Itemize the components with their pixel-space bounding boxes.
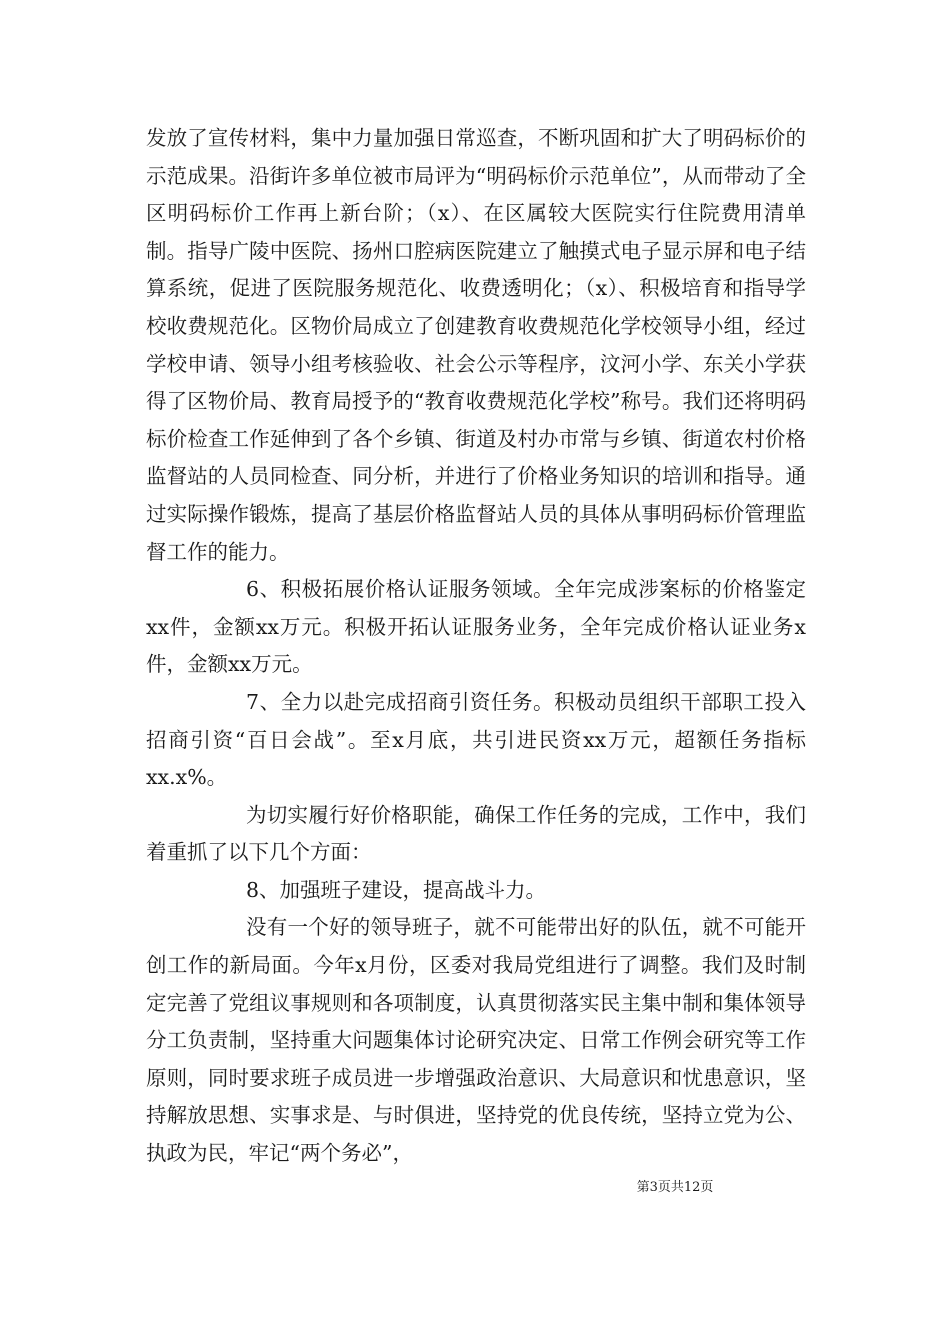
paragraph-intro: 为切实履行好价格职能，确保工作任务的完成，工作中，我们着重抓了以下几个方面： <box>146 802 806 865</box>
page-number-footer: 第3页共12页 <box>636 1180 714 1195</box>
document-body <box>146 120 806 1173</box>
paragraph-item-8-heading: 8、加强班子建设，提高战斗力。 <box>246 877 547 902</box>
paragraph-continuation: 发放了宣传材料，集中力量加强日常巡查，不断巩固和扩大了明码标价的示范成果。沿街许多单位被市局评为“明码标价示范单位”，从而带动了全区明码标价工作再上新台阶；（x）、在区属较大医院实行住院费用清单制。指导广陵中医院、扬州口腔病医院建立了触摸式电子显示屏和电子结算系统，促进了医院服务规范化、收费透明化；（x）、积极培育和指导学校收费规范化。区物价局成立了创建教育收费规范化学校领导小组，经过学校申请、领导小组考核验收、社会公示等程序，汶河小学、东关小学获得了区物价局、教育局授予的“教育收费规范化学校”称号。我们还将明码标价检查工作延伸到了各个乡镇、街道及村办市常与乡镇、街道农村价格监督站的人员同检查、同分析，并进行了价格业务知识的培训和指导。通过实际操作锻炼，提高了基层价格监督站人员的具体从事明码标价管理监督工作的能力。 <box>146 126 806 564</box>
paragraph-item-7: 7、全力以赴完成招商引资任务。积极动员组织干部职工投入招商引资“百日会战”。至x月底，共引进民资xx万元，超额任务指标xx.x%。 <box>146 689 806 790</box>
paragraph-item-6: 6、积极拓展价格认证服务领域。全年完成涉案标的价格鉴定xx件，金额xx万元。积极开拓认证服务业务，全年完成价格认证业务x件，金额xx万元。 <box>146 577 806 677</box>
paragraph-item-8-body: 没有一个好的领导班子，就不可能带出好的队伍，就不可能开创工作的新局面。今年x月份，区委对我局党组进行了调整。我们及时制定完善了党组议事规则和各项制度，认真贯彻落实民主集中制和集体领导分工负责制，坚持重大问题集体讨论研究决定、日常工作例会研究等工作原则，同时要求班子成员进一步增强政治意识、大局意识和忧患意识，坚持解放思想、实事求是、与时俱进，坚持党的优良传统，坚持立党为公、执政为民，牢记“两个务必”， <box>146 915 806 1166</box>
